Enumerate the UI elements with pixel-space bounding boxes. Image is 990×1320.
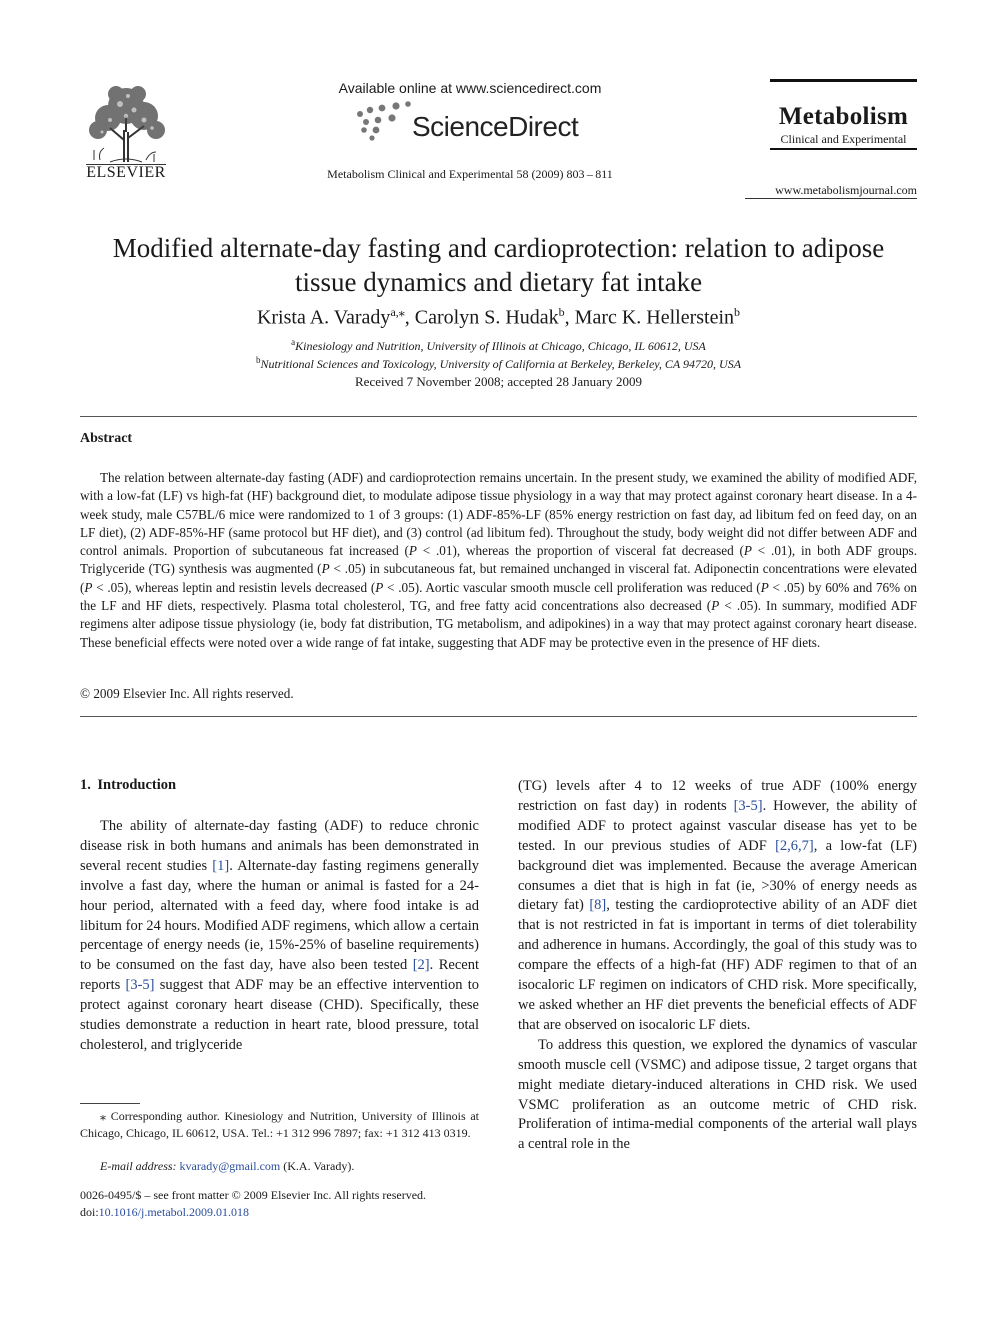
text-run: To address this question, we explored the dynamics of vascular smooth muscle cell (VSMC) and adipose tissue, 2 target organs that might mediate dietary-induced alterations in CHD risk. We used VSMC proliferation as an outcome metric of CHD risk. Proliferation of intima-medial components of the arterial wall plays a central role in the xyxy=(518,1036,917,1153)
sciencedirect-logo xyxy=(352,100,592,144)
affiliation-marker: b xyxy=(255,355,261,365)
italic-symbol: P xyxy=(408,543,417,559)
author-name[interactable]: Krista A. Varady xyxy=(256,306,391,329)
abstract-heading: Abstract xyxy=(80,431,133,446)
article-title: Modified alternate-day fasting and cardioprotection: relation to adipose tissue dynamics and dietary fat intake xyxy=(112,233,885,297)
affiliation-text: Kinesiology and Nutrition, University of Illinois at Chicago, Chicago, IL 60612, USA xyxy=(295,339,706,353)
text-run: , testing the cardioprotective ability of an ADF diet that is not restricted in fat is important in terms of diet tolerability and adherence in humans. Accordingly, the goal of this study was to compare the effects of a high-fat (HF) ADF regimen to that of an isocaloric LF regimen on indicators of CHD risk. More specifically, we asked whether an HF diet prevents the beneficial effects of ADF that are observed on isocaloric LF diets. xyxy=(518,897,917,1033)
affiliation xyxy=(80,355,917,372)
available-online-text: Available online at www.sciencedirect.com xyxy=(338,80,602,96)
corresponding-author-footnote: ⁎ Corresponding author. Kinesiology and Nutrition, University of Illinois at Chicago, Chicago, IL 60612, USA. Tel.: +1 312 996 7897; fax: +1 312 413 0319. xyxy=(80,1109,479,1140)
journal-masthead-rule-bottom xyxy=(770,148,917,150)
journal-masthead-subtitle: Clinical and Experimental xyxy=(780,132,907,146)
right-column xyxy=(518,777,917,1155)
text-run: < .01), whereas the proportion of visceral fat decreased ( xyxy=(416,543,744,559)
text-run: . However, the ability of modified ADF to protect against vascular disease has yet to be tested. In our previous studies of ADF xyxy=(518,797,918,854)
doi-link[interactable]: 10.1016/j.metabol.2009.01.018 xyxy=(98,1205,249,1219)
citation-link[interactable]: [3-5] xyxy=(733,797,763,814)
publisher-name: ELSEVIER xyxy=(86,164,166,181)
text-run: < .01), in both ADF groups. Triglyceride (TG) synthesis was augmented ( xyxy=(80,543,917,577)
affiliation-text: Nutritional Sciences and Toxicology, University of California at Berkeley, Berkeley, CA 94720, USA xyxy=(260,357,742,371)
journal-citation: Metabolism Clinical and Experimental 58 (2009) 803 – 811 xyxy=(327,167,613,181)
journal-masthead-rule-top xyxy=(770,79,917,82)
email-link[interactable]: kvarady@gmail.com xyxy=(179,1159,281,1173)
text-run: , a low-fat (LF) background diet was implemented. Because the average American consumes a diet that is high in fat (ie, >30% of energy needs as dietary fat) xyxy=(518,837,917,914)
italic-symbol: P xyxy=(84,579,93,595)
email-footnote xyxy=(80,1158,479,1175)
text-run: < .05), whereas leptin and resistin levels decreased ( xyxy=(92,579,376,595)
received-dates: Received 7 November 2008; accepted 28 January 2009 xyxy=(355,374,642,389)
journal-url-link[interactable]: www.metabolismjournal.com xyxy=(775,183,917,197)
text-run: . Alternate-day fasting regimens generally involve a fast day, where the human or animal is fasted for a 24-hour period, alternated with a feed day, where food intake is ad libitum for 24 hours. Modified ADF regimens, which allow a certain percentage of energy needs (ie, 15%-25% of baseline requirements) to be consumed on the fast day, have also been tested xyxy=(80,857,479,974)
text-run: The ability of alternate-day fasting (ADF) to reduce chronic disease risk in both humans and animals has been demonstrated in several recent studies xyxy=(80,818,479,874)
text-run: < .05). In summary, modified ADF regimens alter adipose tissue physiology (ie, body fat distribution, TG metabolism, and adipokines) in a way that may protect against coronary heart disease. These beneficial effects were noted over a wide range of fat intake, suggesting that ADF may be protective even in the presence of HF diets. xyxy=(80,598,917,650)
citation-link[interactable]: [3-5] xyxy=(125,977,155,994)
text-run: (TG) levels after 4 to 12 weeks of true ADF (100% energy restriction on fast day) in rodents xyxy=(518,778,917,814)
doi-line xyxy=(80,1204,500,1221)
text-run: The relation between alternate-day fasting (ADF) and cardioprotection remains uncertain. In the present study, we examined the ability of modified ADF, with a low-fat (LF) vs high-fat (HF) background diet, to modulate adipose tissue physiology in a way that may protect against coronary heart disease. In a 4-week study, male C57BL/6 mice were randomized to 1 of 3 groups: (1) ADF-85%-LF (85% energy restriction on fast day, ad libitum fed on feed day, on an LF diet), (2) ADF-85%-HF (same protocol but HF diet), and (3) control (ad libitum fed). Throughout the study, body weight did not differ between ADF and control animals. Proportion of subcutaneous fat increased ( xyxy=(80,470,917,559)
author-name[interactable]: Carolyn S. Hudak xyxy=(414,306,559,329)
abstract-copyright: © 2009 Elsevier Inc. All rights reserved. xyxy=(80,686,294,701)
body-paragraph xyxy=(80,817,479,1056)
abstract-top-divider xyxy=(80,416,917,417)
citation-link[interactable]: [8] xyxy=(589,897,607,914)
italic-symbol: P xyxy=(321,561,330,577)
footnote-divider xyxy=(80,1103,140,1104)
author-affiliation-marker: b xyxy=(558,305,565,319)
citation-link[interactable]: [2,6,7] xyxy=(775,837,814,854)
sciencedirect-wordmark: ScienceDirect xyxy=(412,111,579,142)
text-run: < .05) by 60% and 76% on the LF and HF diets, respectively. Plasma total cholesterol, TG, and free fatty acid concentrations also decreased ( xyxy=(80,579,918,614)
italic-symbol: P xyxy=(760,579,769,595)
issn-line: 0026-0495/$ – see front matter © 2009 Elsevier Inc. All rights reserved. xyxy=(80,1188,427,1202)
author-list: Krista A. Varady$^{a,⁎}$, Carolyn S. Hudak$^b$, Marc K. Hellerstein$^b$ xyxy=(256,305,741,329)
body-paragraph xyxy=(518,777,917,1036)
text-run: < .05) in subcutaneous fat, but remained unchanged in visceral fat. Adiponectin concentrations were elevated ( xyxy=(80,561,917,595)
author-affiliation-marker: b xyxy=(734,305,741,319)
text-run: suggest that ADF may be an effective intervention to protect against coronary heart disease (CHD). Specifically, these studies demonstrate a reduction in heart rate, blood pressure, total cholesterol, and triglyceride xyxy=(80,977,479,1053)
abstract-bottom-divider xyxy=(80,716,917,717)
author-name[interactable]: Marc K. Hellerstein xyxy=(574,306,735,329)
text-run: . Recent reports xyxy=(80,957,480,994)
abstract-paragraph xyxy=(80,469,917,652)
affiliation xyxy=(80,337,917,354)
italic-symbol: P xyxy=(743,543,752,559)
affiliation-marker: a xyxy=(291,337,296,347)
author-affiliation-marker: a,⁎ xyxy=(390,305,405,319)
italic-symbol: P xyxy=(375,579,384,595)
citation-link[interactable]: [1] xyxy=(212,857,230,874)
citation-link[interactable]: [2] xyxy=(412,957,430,974)
journal-masthead-title: Metabolism xyxy=(778,103,909,130)
email-label: E-mail address: xyxy=(100,1159,177,1173)
email-suffix: (K.A. Varady). xyxy=(280,1159,355,1173)
text-run: < .05). Aortic vascular smooth muscle cell proliferation was reduced ( xyxy=(383,579,761,595)
body-paragraph xyxy=(518,1036,917,1155)
italic-symbol: P xyxy=(711,598,720,614)
section-heading-introduction: 1. Introduction xyxy=(80,777,177,793)
doi-label: doi: xyxy=(80,1205,99,1219)
header-divider xyxy=(745,198,917,199)
